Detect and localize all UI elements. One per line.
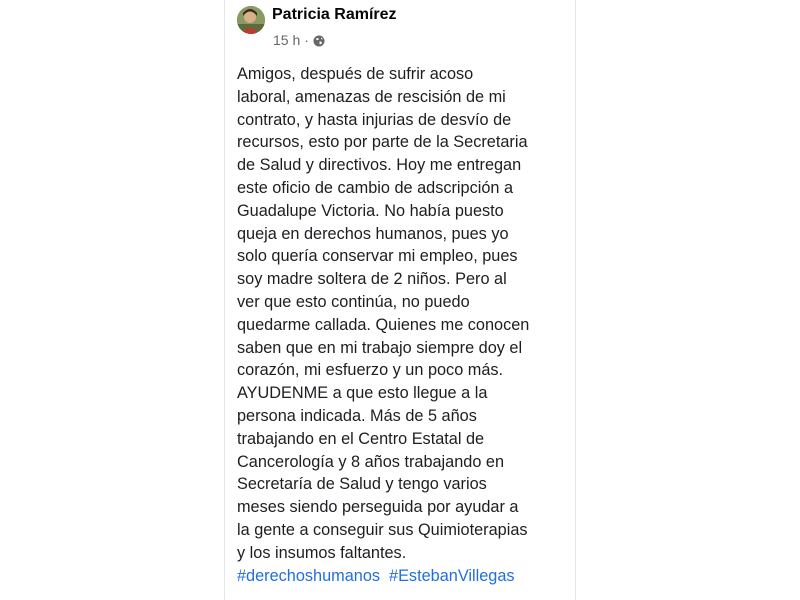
post-text-line: y los insumos faltantes. <box>237 543 407 562</box>
post-text-line: corazón, mi esfuerzo y un poco más. <box>237 361 504 380</box>
avatar[interactable] <box>237 6 265 34</box>
globe-icon[interactable] <box>313 34 325 46</box>
post-text-line: persona indicada. Más de 5 años <box>237 406 477 425</box>
hashtag-row <box>237 565 573 588</box>
post-text <box>237 63 573 587</box>
facebook-post <box>224 0 576 600</box>
author-name[interactable]: Patricia Ramírez <box>272 6 397 23</box>
post-text-line: recursos, esto por parte de la Secretaria <box>237 133 528 152</box>
post-text-line: laboral, amenazas de rescisión de mi <box>237 87 506 106</box>
post-text-line: Amigos, después de sufrir acoso <box>237 65 474 83</box>
post-text-line: de Salud y directivos. Hoy me entregan <box>237 156 522 175</box>
post-text-line: Cancerología y 8 años trabajando en <box>237 452 505 471</box>
post-text-line: trabajando en el Centro Estatal de <box>237 429 485 448</box>
post-text-line: contrato, y hasta injurias de desvío de <box>237 110 512 129</box>
post-text-line: meses siendo perseguida por ayudar a <box>237 498 519 517</box>
post-meta <box>273 31 325 49</box>
post-timestamp[interactable]: 15 h <box>273 32 301 48</box>
post-text-line: quedarme callada. Quienes me conocen <box>237 315 530 334</box>
hashtag-estebanvillegas[interactable]: #EstebanVillegas <box>389 566 515 585</box>
post-text-line: ver que esto continúa, no puedo <box>237 292 470 311</box>
post-text-line: solo quería conservar mi empleo, pues <box>237 247 518 266</box>
post-text-line: Guadalupe Victoria. No había puesto <box>237 201 504 220</box>
post-text-line: soy madre soltera de 2 niños. Pero al <box>237 270 507 289</box>
post-text-line: la gente a conseguir sus Quimioterapias <box>237 520 528 539</box>
post-text-line: queja en derechos humanos, pues yo <box>237 224 509 243</box>
post-header <box>235 4 565 54</box>
post-text-line: Secretaría de Salud y tengo varios <box>237 475 487 494</box>
post-text-line: AYUDENME a que esto llegue a la <box>237 384 488 403</box>
post-text-line: saben que en mi trabajo siempre doy el <box>237 338 523 357</box>
post-text-line: este oficio de cambio de adscripción a <box>237 178 514 197</box>
meta-separator: · <box>304 32 309 48</box>
hashtag-derechoshumanos[interactable]: #derechoshumanos <box>237 566 381 585</box>
